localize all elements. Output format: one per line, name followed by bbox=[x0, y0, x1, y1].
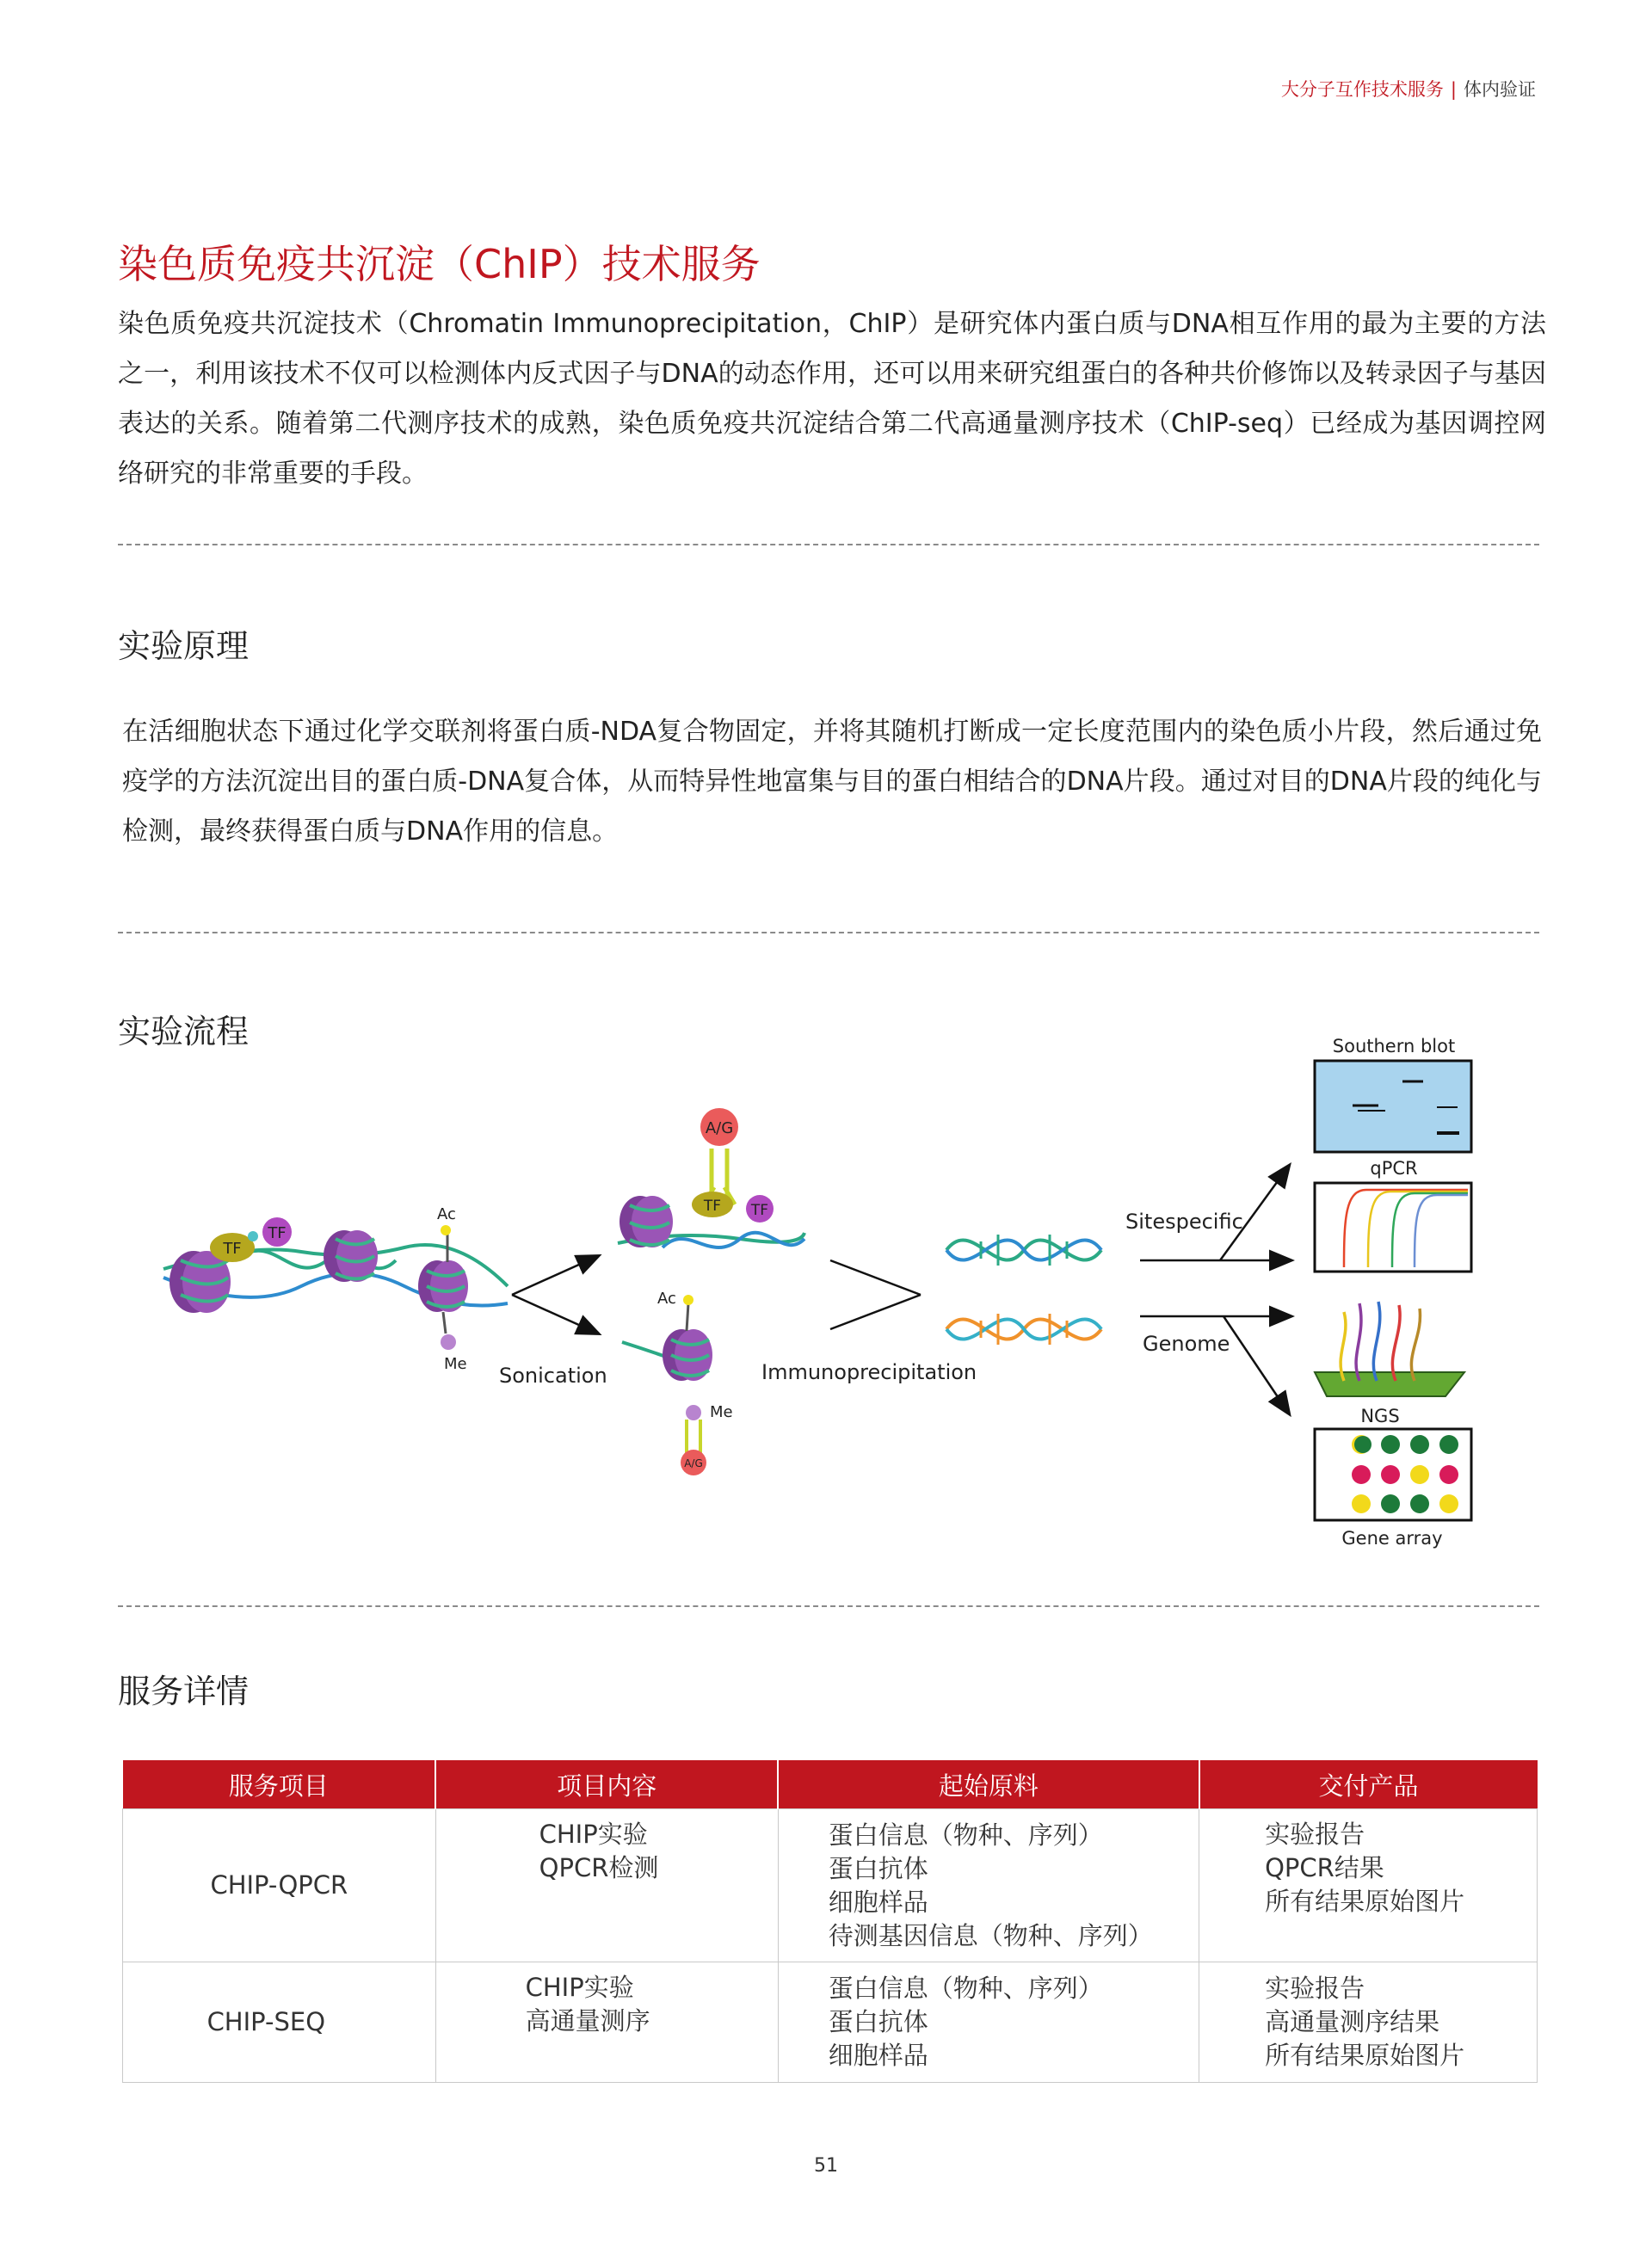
ac-label: Ac bbox=[437, 1205, 456, 1223]
tf-label: TF bbox=[703, 1198, 722, 1215]
principle-paragraph: 在活细胞状态下通过化学交联剂将蛋白质-NDA复合物固定，并将其随机打断成一定长度范围内的染色质小片段，然后通过免疫学的方法沉淀出目的蛋白质-DNA复合体，从而特异性地富集与目的蛋白相结合的DNA片段。通过对目的DNA片段的纯化与检测，最终获得蛋白质与DNA作用的信息。 bbox=[122, 717, 1542, 847]
service-materials bbox=[778, 1809, 1199, 1962]
header-tag bbox=[1281, 76, 1536, 102]
qpcr-label: qPCR bbox=[1370, 1158, 1418, 1179]
table-row bbox=[123, 1809, 1538, 1962]
list-item: 细胞样品 bbox=[828, 2041, 928, 2070]
methyl-mark bbox=[441, 1334, 456, 1350]
ag-label: A/G bbox=[705, 1119, 734, 1137]
chip-workflow-diagram bbox=[146, 1028, 1489, 1561]
ag-label: A/G bbox=[684, 1457, 703, 1469]
table-header-row bbox=[123, 1760, 1538, 1809]
arrow bbox=[830, 1260, 921, 1295]
service-content bbox=[435, 1962, 778, 2083]
antibody bbox=[681, 1405, 706, 1475]
acetyl-mark bbox=[683, 1295, 693, 1305]
arrow bbox=[830, 1295, 921, 1329]
list-item: CHIP实验 bbox=[525, 1973, 634, 2002]
header-brand: 大分子互作技术服务 bbox=[1280, 79, 1444, 100]
header-separator: | bbox=[1450, 79, 1457, 100]
divider bbox=[118, 1605, 1539, 1607]
list-item: 蛋白信息（物种、序列） bbox=[828, 1974, 1103, 2003]
divider bbox=[118, 932, 1539, 933]
list-item: 细胞样品 bbox=[828, 1887, 928, 1917]
service-deliverables bbox=[1199, 1962, 1538, 2083]
table-row bbox=[123, 1962, 1538, 2083]
list-item: 待测基因信息（物种、序列） bbox=[828, 1920, 1153, 1950]
column-header: 服务项目 bbox=[123, 1760, 436, 1809]
list-item: 高通量测序 bbox=[525, 2006, 650, 2036]
southern-blot-label: Southern blot bbox=[1332, 1036, 1456, 1056]
list-item: 所有结果原始图片 bbox=[1265, 2041, 1465, 2070]
list-item: 蛋白抗体 bbox=[828, 2007, 928, 2036]
histone-tail bbox=[443, 1312, 446, 1333]
service-deliverables bbox=[1199, 1809, 1538, 1962]
histone-tail bbox=[687, 1303, 688, 1331]
ngs-label: NGS bbox=[1360, 1406, 1400, 1426]
nucleosome bbox=[418, 1260, 468, 1312]
dna-helix bbox=[946, 1314, 1101, 1345]
column-header: 交付产品 bbox=[1199, 1760, 1538, 1809]
column-header: 起始原料 bbox=[778, 1760, 1199, 1809]
list-item: 高通量测序结果 bbox=[1265, 2007, 1440, 2036]
gene-array-label: Gene array bbox=[1341, 1528, 1443, 1549]
page-title: 染色质免疫共沉淀（ChIP）技术服务 bbox=[118, 240, 761, 287]
qpcr-panel bbox=[1315, 1183, 1471, 1272]
sonication-label: Sonication bbox=[499, 1364, 607, 1388]
chromatin-fragment bbox=[622, 1329, 712, 1381]
linker-dot bbox=[248, 1231, 258, 1241]
principle-title: 实验原理 bbox=[118, 627, 250, 665]
column-header: 项目内容 bbox=[435, 1760, 778, 1809]
tf-label: TF bbox=[750, 1202, 769, 1219]
ngs-panel bbox=[1315, 1302, 1464, 1396]
header-section: 体内验证 bbox=[1464, 79, 1536, 100]
acetyl-mark bbox=[441, 1225, 451, 1235]
nucleosome bbox=[324, 1230, 378, 1282]
service-table bbox=[122, 1760, 1538, 2083]
intro-paragraph: 染色质免疫共沉淀技术（Chromatin Immunoprecipitation，ChIP）是研究体内蛋白质与DNA相互作用的最为主要的方法之一，利用该技术不仅可以检测体内反式因子与DNA的动态作用，还可以用来研究组蛋白的各种共价修饰以及转录因子与基因表达的关系。随着第二代测序技术的成熟，染色质免疫共沉淀结合第二代高通量测序技术（ChIP-seq）已经成为基因调控网络研究的非常重要的手段。 bbox=[118, 309, 1546, 489]
me-label: Me bbox=[710, 1403, 733, 1421]
service-content bbox=[435, 1809, 778, 1962]
list-item: QPCR检测 bbox=[539, 1853, 659, 1882]
list-item: 所有结果原始图片 bbox=[1265, 1887, 1465, 1916]
dna-helix bbox=[946, 1235, 1101, 1266]
list-item: CHIP实验 bbox=[539, 1820, 648, 1849]
tf-label: TF bbox=[223, 1240, 242, 1258]
list-item: 蛋白信息（物种、序列） bbox=[828, 1820, 1103, 1850]
page-number: 51 bbox=[814, 2155, 838, 2177]
list-item: 实验报告 bbox=[1265, 1820, 1365, 1849]
list-item: 蛋白抗体 bbox=[828, 1853, 928, 1883]
arrow bbox=[1224, 1316, 1289, 1414]
workflow-title: 实验流程 bbox=[118, 1013, 250, 1050]
genome-label: Genome bbox=[1143, 1332, 1230, 1356]
service-title: 服务详情 bbox=[118, 1672, 250, 1710]
service-name: CHIP-QPCR bbox=[123, 1809, 436, 1962]
immunoprecipitation-label: Immunoprecipitation bbox=[761, 1360, 977, 1384]
list-item: QPCR结果 bbox=[1265, 1853, 1384, 1882]
service-name: CHIP-SEQ bbox=[123, 1962, 436, 2083]
transcription-factor bbox=[746, 1195, 774, 1223]
southern-blot-panel bbox=[1315, 1061, 1471, 1152]
antibody bbox=[700, 1108, 738, 1204]
list-item: 实验报告 bbox=[1265, 1974, 1365, 2003]
sitespecific-label: Sitespecific bbox=[1125, 1210, 1243, 1234]
tf-label: TF bbox=[268, 1224, 287, 1242]
arrow bbox=[512, 1295, 598, 1333]
me-label: Me bbox=[444, 1355, 467, 1373]
service-materials bbox=[778, 1962, 1199, 2083]
divider bbox=[118, 544, 1539, 545]
gene-array-panel bbox=[1315, 1429, 1471, 1520]
transcription-factor bbox=[692, 1192, 733, 1217]
arrow bbox=[512, 1256, 598, 1295]
ac-label: Ac bbox=[657, 1290, 676, 1308]
transcription-factor bbox=[262, 1217, 292, 1247]
